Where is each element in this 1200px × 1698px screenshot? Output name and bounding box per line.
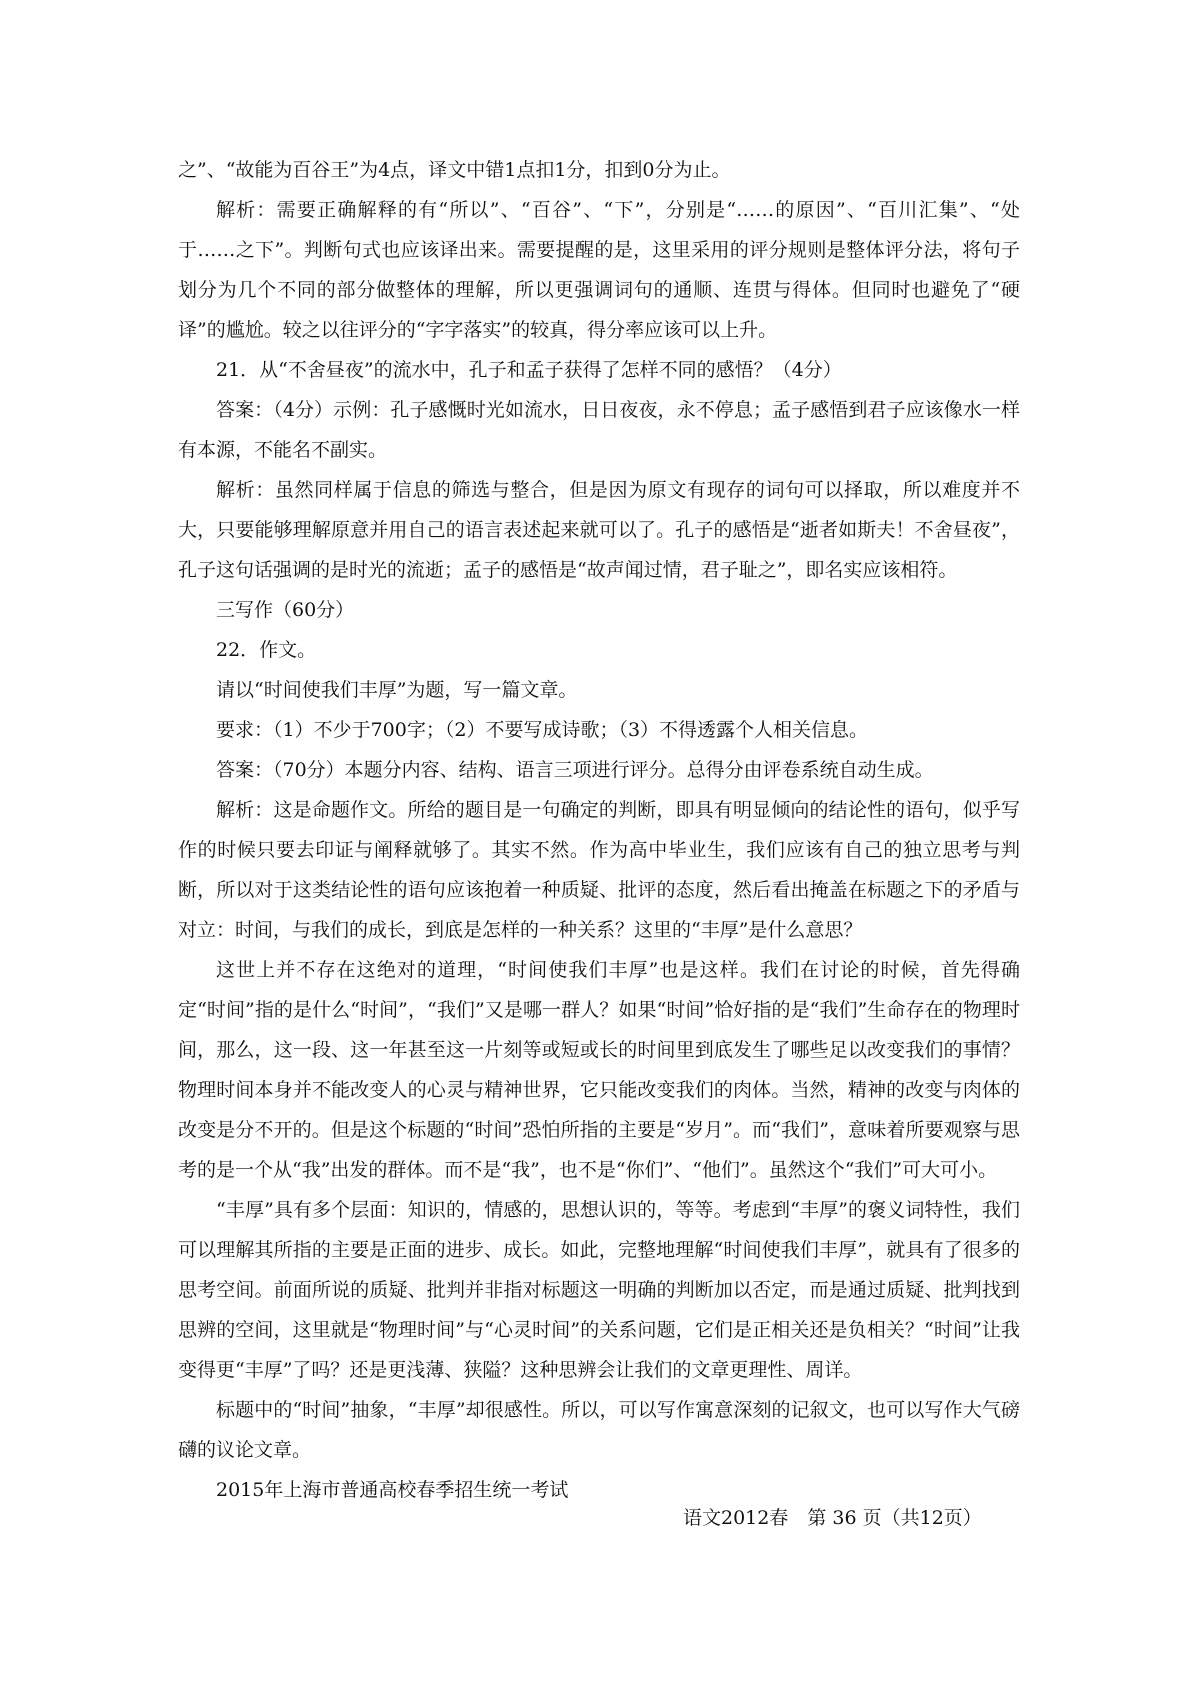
question-22: 22．作文。 — [216, 639, 317, 661]
answer-22: 答案：（70分）本题分内容、结构、语言三项进行评分。总得分由评卷系统自动生成。 — [216, 759, 934, 781]
exam-title: 2015年上海市普通高校春季招生统一考试 — [216, 1479, 569, 1501]
essay-prompt: 请以“时间使我们丰厚”为题，写一篇文章。 — [216, 679, 578, 701]
page-footer: 语文2012春 第 36 页（共12页） — [683, 1507, 982, 1529]
analysis-22-paragraph-4: 标题中的“时间”抽象，“丰厚”却很感性。所以，可以写作寓意深刻的记叙文，也可以写作大气磅礴的议论文章。 — [178, 1399, 1020, 1461]
answer-21: 答案：（4分）示例：孔子感慨时光如流水，日日夜夜，永不停息；孟子感悟到君子应该像水一样有本源，不能名不副实。 — [178, 399, 1020, 461]
analysis-22: 解析：这是命题作文。所给的题目是一句确定的判断，即具有明显倾向的结论性的语句，似乎写作的时候只要去印证与阐释就够了。其实不然。作为高中毕业生，我们应该有自己的独立思考与判断，所以对于这类结论性的语句应该抱着一种质疑、批评的态度，然后看出掩盖在标题之下的矛盾与对立：时间，与我们的成长，到底是怎样的一种关系？这里的“丰厚”是什么意思？ — [178, 799, 1020, 941]
analysis-21: 解析：虽然同样属于信息的筛选与整合，但是因为原文有现存的词句可以择取，所以难度并不大，只要能够理解原意并用自己的语言表述起来就可以了。孔子的感悟是“逝者如斯夫！不舍昼夜”，孔子这句话强调的是时光的流逝；孟子的感悟是“故声闻过情，君子耻之”，即名实应该相符。 — [178, 479, 1020, 581]
question-21: 21．从“不舍昼夜”的流水中，孔子和孟子获得了怎样不同的感悟？（4分） — [216, 359, 842, 381]
analysis-22-paragraph-3: “丰厚”具有多个层面：知识的，情感的，思想认识的，等等。考虑到“丰厚”的褒义词特性，我们可以理解其所指的主要是正面的进步、成长。如此，完整地理解“时间使我们丰厚”，就具有了很多的思考空间。前面所说的质疑、批判并非指对标题这一明确的判断加以否定，而是通过质疑、批判找到思辨的空间，这里就是“物理时间”与“心灵时间”的关系问题，它们是正相关还是负相关？“时间”让我变得更“丰厚”了吗？还是更浅薄、狭隘？这种思辨会让我们的文章更理性、周详。 — [178, 1199, 1020, 1381]
document-body — [178, 150, 1020, 1510]
analysis-22-paragraph-2: 这世上并不存在这绝对的道理，“时间使我们丰厚”也是这样。我们在讨论的时候，首先得确定“时间”指的是什么“时间”，“我们”又是哪一群人？如果“时间”恰好指的是“我们”生命存在的物理时间，那么，这一段、这一年甚至这一片刻等或短或长的时间里到底发生了哪些足以改变我们的事情？物理时间本身并不能改变人的心灵与精神世界，它只能改变我们的肉体。当然，精神的改变与肉体的改变是分不开的。但是这个标题的“时间”恐怕所指的主要是“岁月”。而“我们”，意味着所要观察与思考的是一个从“我”出发的群体。而不是“我”，也不是“你们”、“他们”。虽然这个“我们”可大可小。 — [178, 959, 1020, 1181]
essay-requirements: 要求：（1）不少于700字；（2）不要写成诗歌；（3）不得透露个人相关信息。 — [216, 719, 869, 741]
section-heading-writing: 三写作（60分） — [216, 599, 355, 621]
paragraph-analysis-20: 解析：需要正确解释的有“所以”、“百谷”、“下”，分别是“……的原因”、“百川汇集”、“处于……之下”。判断句式也应该译出来。需要提醒的是，这里采用的评分规则是整体评分法，将句子划分为几个不同的部分做整体的理解，所以更强调词句的通顺、连贯与得体。但同时也避免了“硬译”的尴尬。较之以往评分的“字字落实”的较真，得分率应该可以上升。 — [178, 199, 1020, 341]
paragraph-continuation: 之”、“故能为百谷王”为4点，译文中错1点扣1分，扣到0分为止。 — [178, 159, 731, 181]
